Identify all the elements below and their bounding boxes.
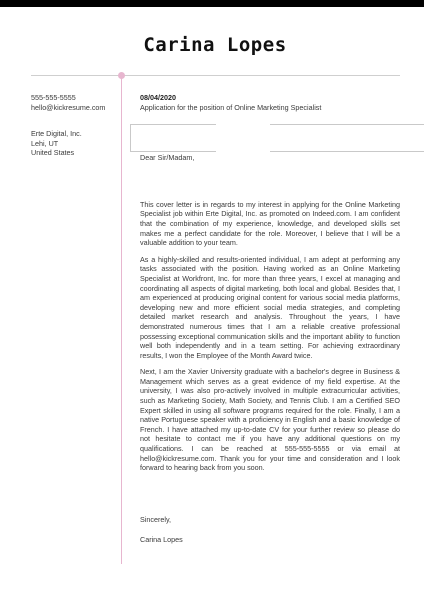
body-paragraph: This cover letter is in regards to my interest in applying for the Online Marketing Specialist job within Erte Digital, Inc. as promoted on Indeed.com. I am confident that the combination of my experience, knowledge, and developed skills set makes me a perfect candidate for the role. Moreover, I believe that I will be a valuable addition to your team. xyxy=(140,199,400,248)
body-paragraph: Next, I am the Xavier University graduate with a bachelor's degree in Business & Management which serves as a great evidence of my field expertise. At the university, I was also pro-actively involved in multiple extracurricular activities, such as Marketing Society, Math Society, and Tennis Club. I am a Certified SEO Expert skilled in using all software programs required for the role. Finally, I am a native Portuguese speaker with a proficiency in English and a basic knowledge of French. I have attached my up-to-date CV for your further review so please do not hesitate to contact me if you have any additional questions on my qualifications. I can be reached at 555-555-5555 or via email at hello@kickresume.com. Thank you for your time and consideration and I look forward to hearing back from you soon. xyxy=(140,367,400,473)
recipient-company: Erte Digital, Inc. xyxy=(31,129,82,139)
header-divider xyxy=(31,75,400,76)
letter-date: 08/04/2020 xyxy=(140,93,176,102)
email-address: hello@kickresume.com xyxy=(31,102,106,112)
name-header xyxy=(130,31,300,59)
body-paragraph: As a highly-skilled and results-oriented individual, I am adept at performing any tasks associated with the position. Having worked as an Online Marketing Specialist at Workfront, Inc. for more than three years, I excel at managing and coordinating all aspects of digital marketing, both local and global. Besides that, I am experienced at producing original content for various social media platforms, developing new and more efficient social media strategies, and completing detailed market research and analysis. Throughout the years, I have demonstrated numerous times that I am a reliable creative professional possessing exceptional communication skills and the important ability to function well both independently and in a team setting. For achieving extraordinary results, I won the Employee of the Month Award twice. xyxy=(140,254,400,360)
recipient-country: United States xyxy=(31,148,75,158)
letter-subject: Application for the position of Online Marketing Specialist xyxy=(140,102,322,112)
recipient-block xyxy=(31,129,116,158)
recipient-city: Lehi, UT xyxy=(31,138,59,148)
salutation: Dear Sir/Madam, xyxy=(140,153,195,163)
divider-dot xyxy=(118,72,125,79)
applicant-name: Carina Lopes xyxy=(143,34,287,56)
letter-body xyxy=(140,93,400,545)
contact-block xyxy=(31,93,116,112)
top-bar xyxy=(0,0,424,7)
phone-number: 555-555-5555 xyxy=(31,93,76,102)
closing: Sincerely, xyxy=(140,514,172,524)
column-divider xyxy=(121,76,122,564)
signature-name: Carina Lopes xyxy=(140,535,183,545)
sender-recipient-column xyxy=(31,93,116,175)
